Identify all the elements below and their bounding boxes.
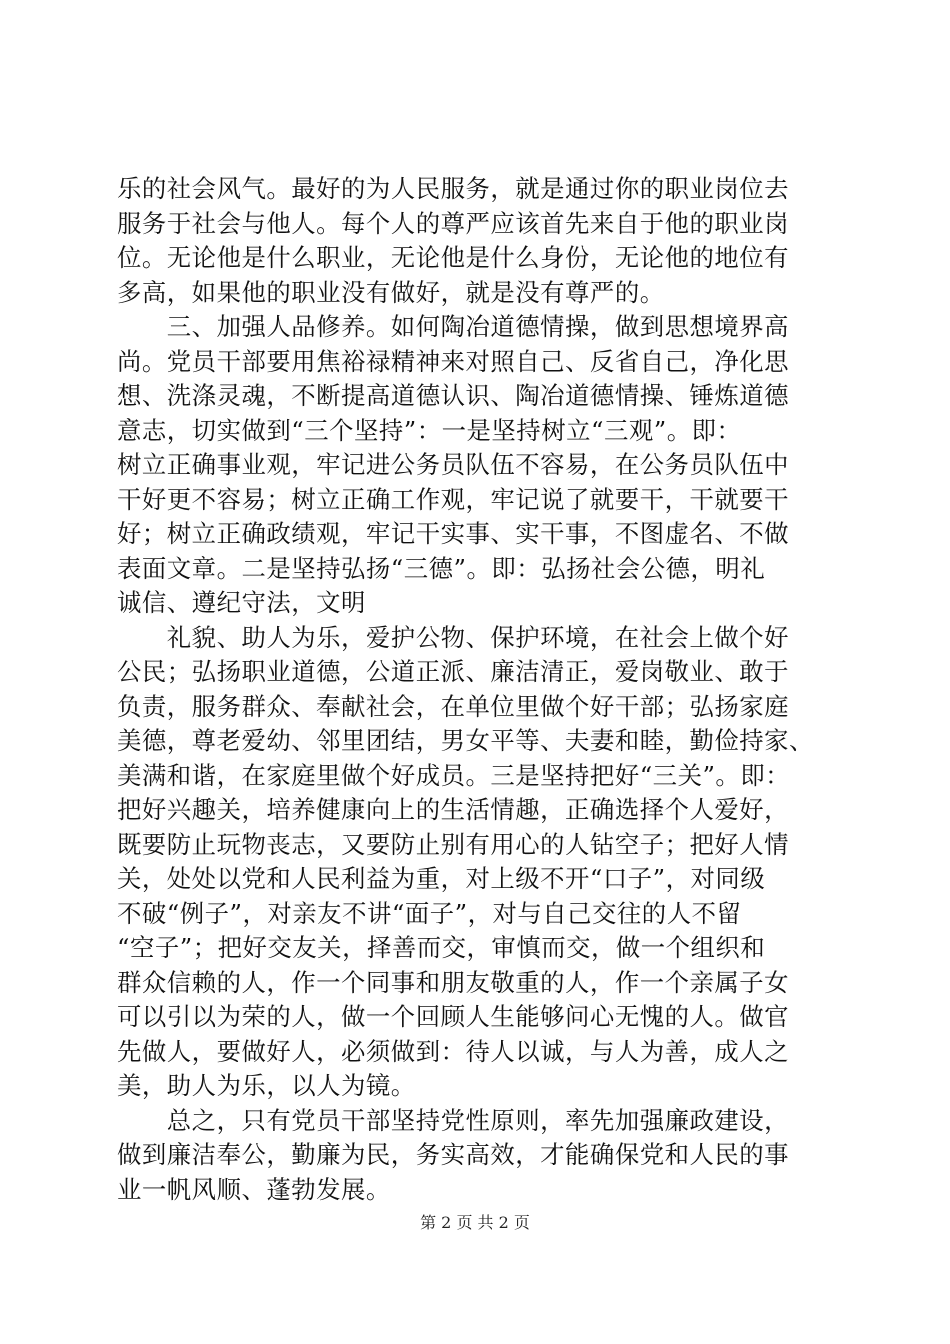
- text-line: 礼貌、助人为乐，爱护公物、保护环境，在社会上做个好: [117, 622, 790, 652]
- text-line: 意志，切实做到“三个坚持”：一是坚持树立“三观”。即：: [117, 415, 742, 445]
- text-line: 乐的社会风气。最好的为人民服务，就是通过你的职业岗位去: [117, 174, 790, 203]
- text-line: 好；树立正确政绩观，牢记干实事、实干事，不图虚名、不做: [117, 519, 790, 548]
- text-line: 表面文章。二是坚持弘扬“三德”。即：弘扬社会公德，明礼: [117, 553, 766, 583]
- text-line: 可以引以为荣的人，做一个回顾人生能够问心无愧的人。做官: [117, 1002, 790, 1031]
- text-line: 把好兴趣关，培养健康向上的生活情趣，正确选择个人爱好，: [117, 795, 790, 824]
- text-line: 群众信赖的人，作一个同事和朋友敬重的人，作一个亲属子女: [117, 967, 790, 997]
- text-line: 不破“例子”，对亲友不讲“面子”，对与自己交往的人不留: [117, 898, 742, 928]
- text-line: 做到廉洁奉公，勤廉为民，务实高效，才能确保党和人民的事: [117, 1140, 790, 1169]
- text-line: “空子”；把好交友关，择善而交，审慎而交，做一个组织和: [117, 933, 766, 962]
- body-text: [117, 172, 852, 1207]
- text-line: 服务于社会与他人。每个人的尊严应该首先来自于他的职业岗: [117, 208, 790, 238]
- text-line: 三、加强人品修养。如何陶冶道德情操，做到思想境界高: [117, 312, 790, 341]
- text-line: 先做人，要做好人，必须做到：待人以诚，与人为善，成人之: [117, 1036, 790, 1066]
- text-line: 公民；弘扬职业道德，公道正派、廉洁清正，爱岗敬业、敢于: [117, 657, 790, 686]
- text-line: 美满和谐，在家庭里做个好成员。三是坚持把好“三关”。即：: [117, 760, 791, 790]
- text-line: 关，处处以党和人民利益为重，对上级不开“口子”，对同级: [117, 864, 766, 893]
- text-line: 干好更不容易；树立正确工作观，牢记说了就要干，干就要干: [117, 484, 790, 514]
- text-line: 美德，尊老爱幼、邻里团结，男女平等、夫妻和睦，勤俭持家、: [117, 726, 814, 755]
- text-line: 既要防止玩物丧志，又要防止别有用心的人钻空子；把好人情: [117, 829, 790, 859]
- text-line: 业一帆风顺、蓬勃发展。: [117, 1174, 391, 1204]
- text-line: 美，助人为乐，以人为镜。: [117, 1071, 416, 1100]
- text-line: 树立正确事业观，牢记进公务员队伍不容易，在公务员队伍中: [117, 450, 790, 479]
- text-line: 想、洗涤灵魂，不断提高道德认识、陶冶道德情操、锤炼道德: [117, 381, 790, 410]
- text-line: 尚。党员干部要用焦裕禄精神来对照自己、反省自己，净化思: [117, 346, 790, 376]
- text-line: 负责，服务群众、奉献社会，在单位里做个好干部；弘扬家庭: [117, 691, 790, 721]
- text-line: 总之，只有党员干部坚持党性原则，率先加强廉政建设，: [117, 1105, 790, 1135]
- page-footer: 第 2 页 共 2 页: [420, 1213, 530, 1232]
- text-line: 位。无论他是什么职业，无论他是什么身份，无论他的地位有: [117, 243, 790, 272]
- text-line: 诚信、遵纪守法，文明: [117, 588, 366, 617]
- text-line: 多高，如果他的职业没有做好，就是没有尊严的。: [117, 277, 665, 307]
